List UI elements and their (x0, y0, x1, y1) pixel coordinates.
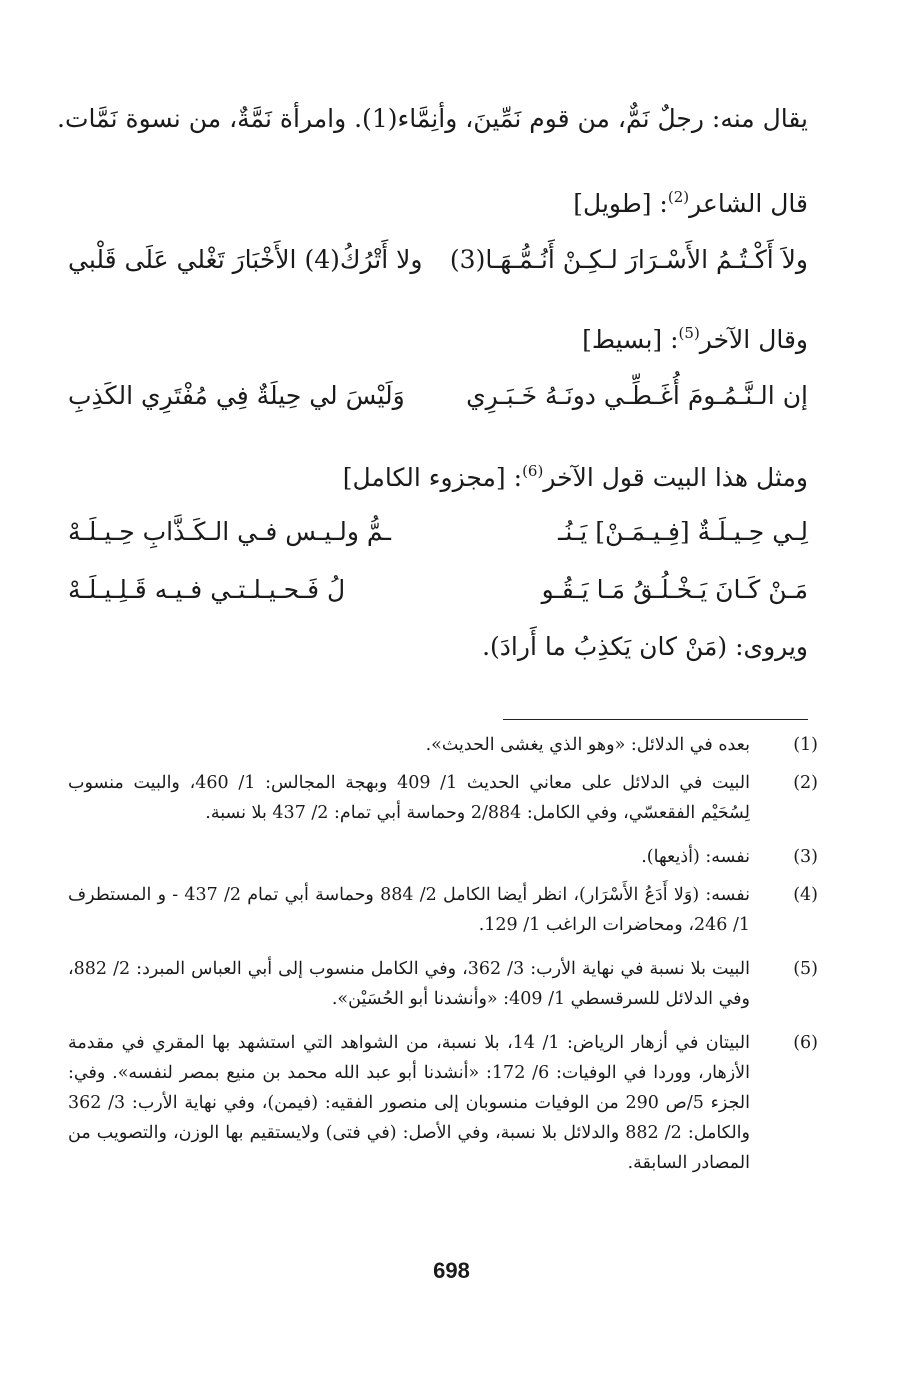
verse-2 (68, 376, 808, 416)
verse-3 (68, 512, 808, 552)
variant-reading-line: ويروى: (مَنْ كان يَكذِبُ ما أَرادَ). (482, 632, 808, 661)
footnote-text: البيت في الدلائل على معاني الحديث 1/ 409 وبهجة المجالس: 1/ 460، والبيت منسوب لِسُحَيْم الفقعسّي، وفي الكامل: 2/884 وحماسة أبي تمام: 2/ 437 بلا نسبة. (68, 773, 750, 823)
verse-4-first-hemistich: مَـنْ كَـانَ يَـخْـلُـقُ مَـا يَـقُـو (541, 575, 808, 604)
footnote-1 (68, 730, 818, 760)
footnote-text: البيتان في أزهار الرياض: 1/ 14، بلا نسبة، من الشواهد التي استشهد بها المقري في مقدمة الأزهار، ووردا في الوفيات: 6/ 172: «أنشدنا أبو عبد الله محمد بن منيع بمصر لنفسه». وفي: الجزء 5/ص 290 من الوفيات منسوبان إلى منصور الفقيه: (فيمن)، وفي نهاية الأرب: 3/ 362 والكامل: 2/ 882 والدلائل بلا نسبة، وفي الأصل: (في فتى) ولايستقيم بها الوزن، والتصويب من المصادر السابقة. (68, 1033, 751, 1173)
verse-2-first-hemistich: إن الـنَّـمُـومَ أُغَـطِّـي دونَـهُ خَـبَـرِي (466, 381, 808, 410)
poet3-meter: : [مجزوء الكامل] (342, 463, 523, 492)
footnote-text: البيت بلا نسبة في نهاية الأرب: 3/ 362، وفي الكامل منسوب إلى أبي العباس المبرد: 2/ 882، وفي الدلائل للسرقسطي 1/ 409: «وأنشدنا أبو الحُسَيْن». (68, 959, 750, 1009)
verse-1-second-hemistich: ولا أَتْرُكُ(4) الأَخْبَارَ تَغْلي عَلَى قَلْبي (68, 245, 423, 274)
footnote-text: بعده في الدلائل: «وهو الذي يغشى الحديث». (425, 735, 750, 755)
footnote-4 (68, 880, 818, 940)
footnote-text: نفسه: (أذيعها). (641, 847, 750, 867)
verse-1-first-hemistich: ولاَ أَكْـتُـمُ الأَسْـرَارَ لـكِـنْ أَنُـمُّـهَـا(3) (449, 245, 808, 274)
footnote-separator (503, 719, 808, 720)
footnote-number: (5) (793, 959, 818, 979)
footnote-number: (3) (793, 847, 818, 867)
verse-3-first-hemistich: لِـي حِـيـلَـةٌ [فِـيـمَـنْ] يَـنُـ (558, 517, 808, 546)
footnote-5 (68, 954, 818, 1014)
body-line-1: يقال منه: رجلٌ نَمٌّ، من قوم نَمِّينَ، وأنِمَّاء(1). وامرأة نَمَّةٌ، من نسوة نَمَّات. (57, 104, 808, 133)
footnote-number: (2) (793, 773, 818, 793)
poet2-intro: وقال الآخر (699, 325, 808, 354)
footnote-number: (1) (793, 735, 818, 755)
footnote-6 (68, 1028, 818, 1178)
page-number: 698 (433, 1258, 470, 1283)
footnote-2 (68, 768, 818, 828)
footnote-3 (68, 842, 818, 872)
poet3-intro: ومثل هذا البيت قول الآخر (543, 463, 808, 492)
poet3-heading (343, 460, 808, 496)
poet1-meter: : [طويل] (573, 189, 668, 218)
footnote-number: (6) (793, 1033, 818, 1053)
verse-3-second-hemistich: ـمُّ ولـيـس فـي الـكَـذَّابِ حِـيـلَـهْ (68, 517, 391, 546)
verse-4-second-hemistich: لُ فَـحـيـلـتـي فـيـه قَـلِـيـلَـهْ (68, 575, 346, 604)
verse-1 (68, 240, 808, 280)
poet1-heading (573, 186, 808, 222)
footnote-ref-2: (2) (667, 188, 690, 206)
poet2-heading (582, 322, 808, 358)
footnote-ref-6: (6) (522, 462, 544, 480)
verse-2-second-hemistich: وَلَيْسَ لي حِيلَةٌ فِي مُفْتَرِي الكَذِبِ (68, 381, 405, 410)
footnote-number: (4) (793, 885, 818, 905)
footnote-ref-5: (5) (678, 324, 700, 342)
poet1-intro: قال الشاعر (689, 189, 808, 218)
footnote-text: نفسه: (وَلا أَدَعُ الأَسْرَار)، انظر أيضا الكامل 2/ 884 وحماسة أبي تمام 2/ 437 - و المستطرف 1/ 246، ومحاضرات الراغب 1/ 129. (68, 885, 750, 935)
poet2-meter: : [بسيط] (582, 325, 679, 354)
verse-4 (68, 570, 808, 610)
